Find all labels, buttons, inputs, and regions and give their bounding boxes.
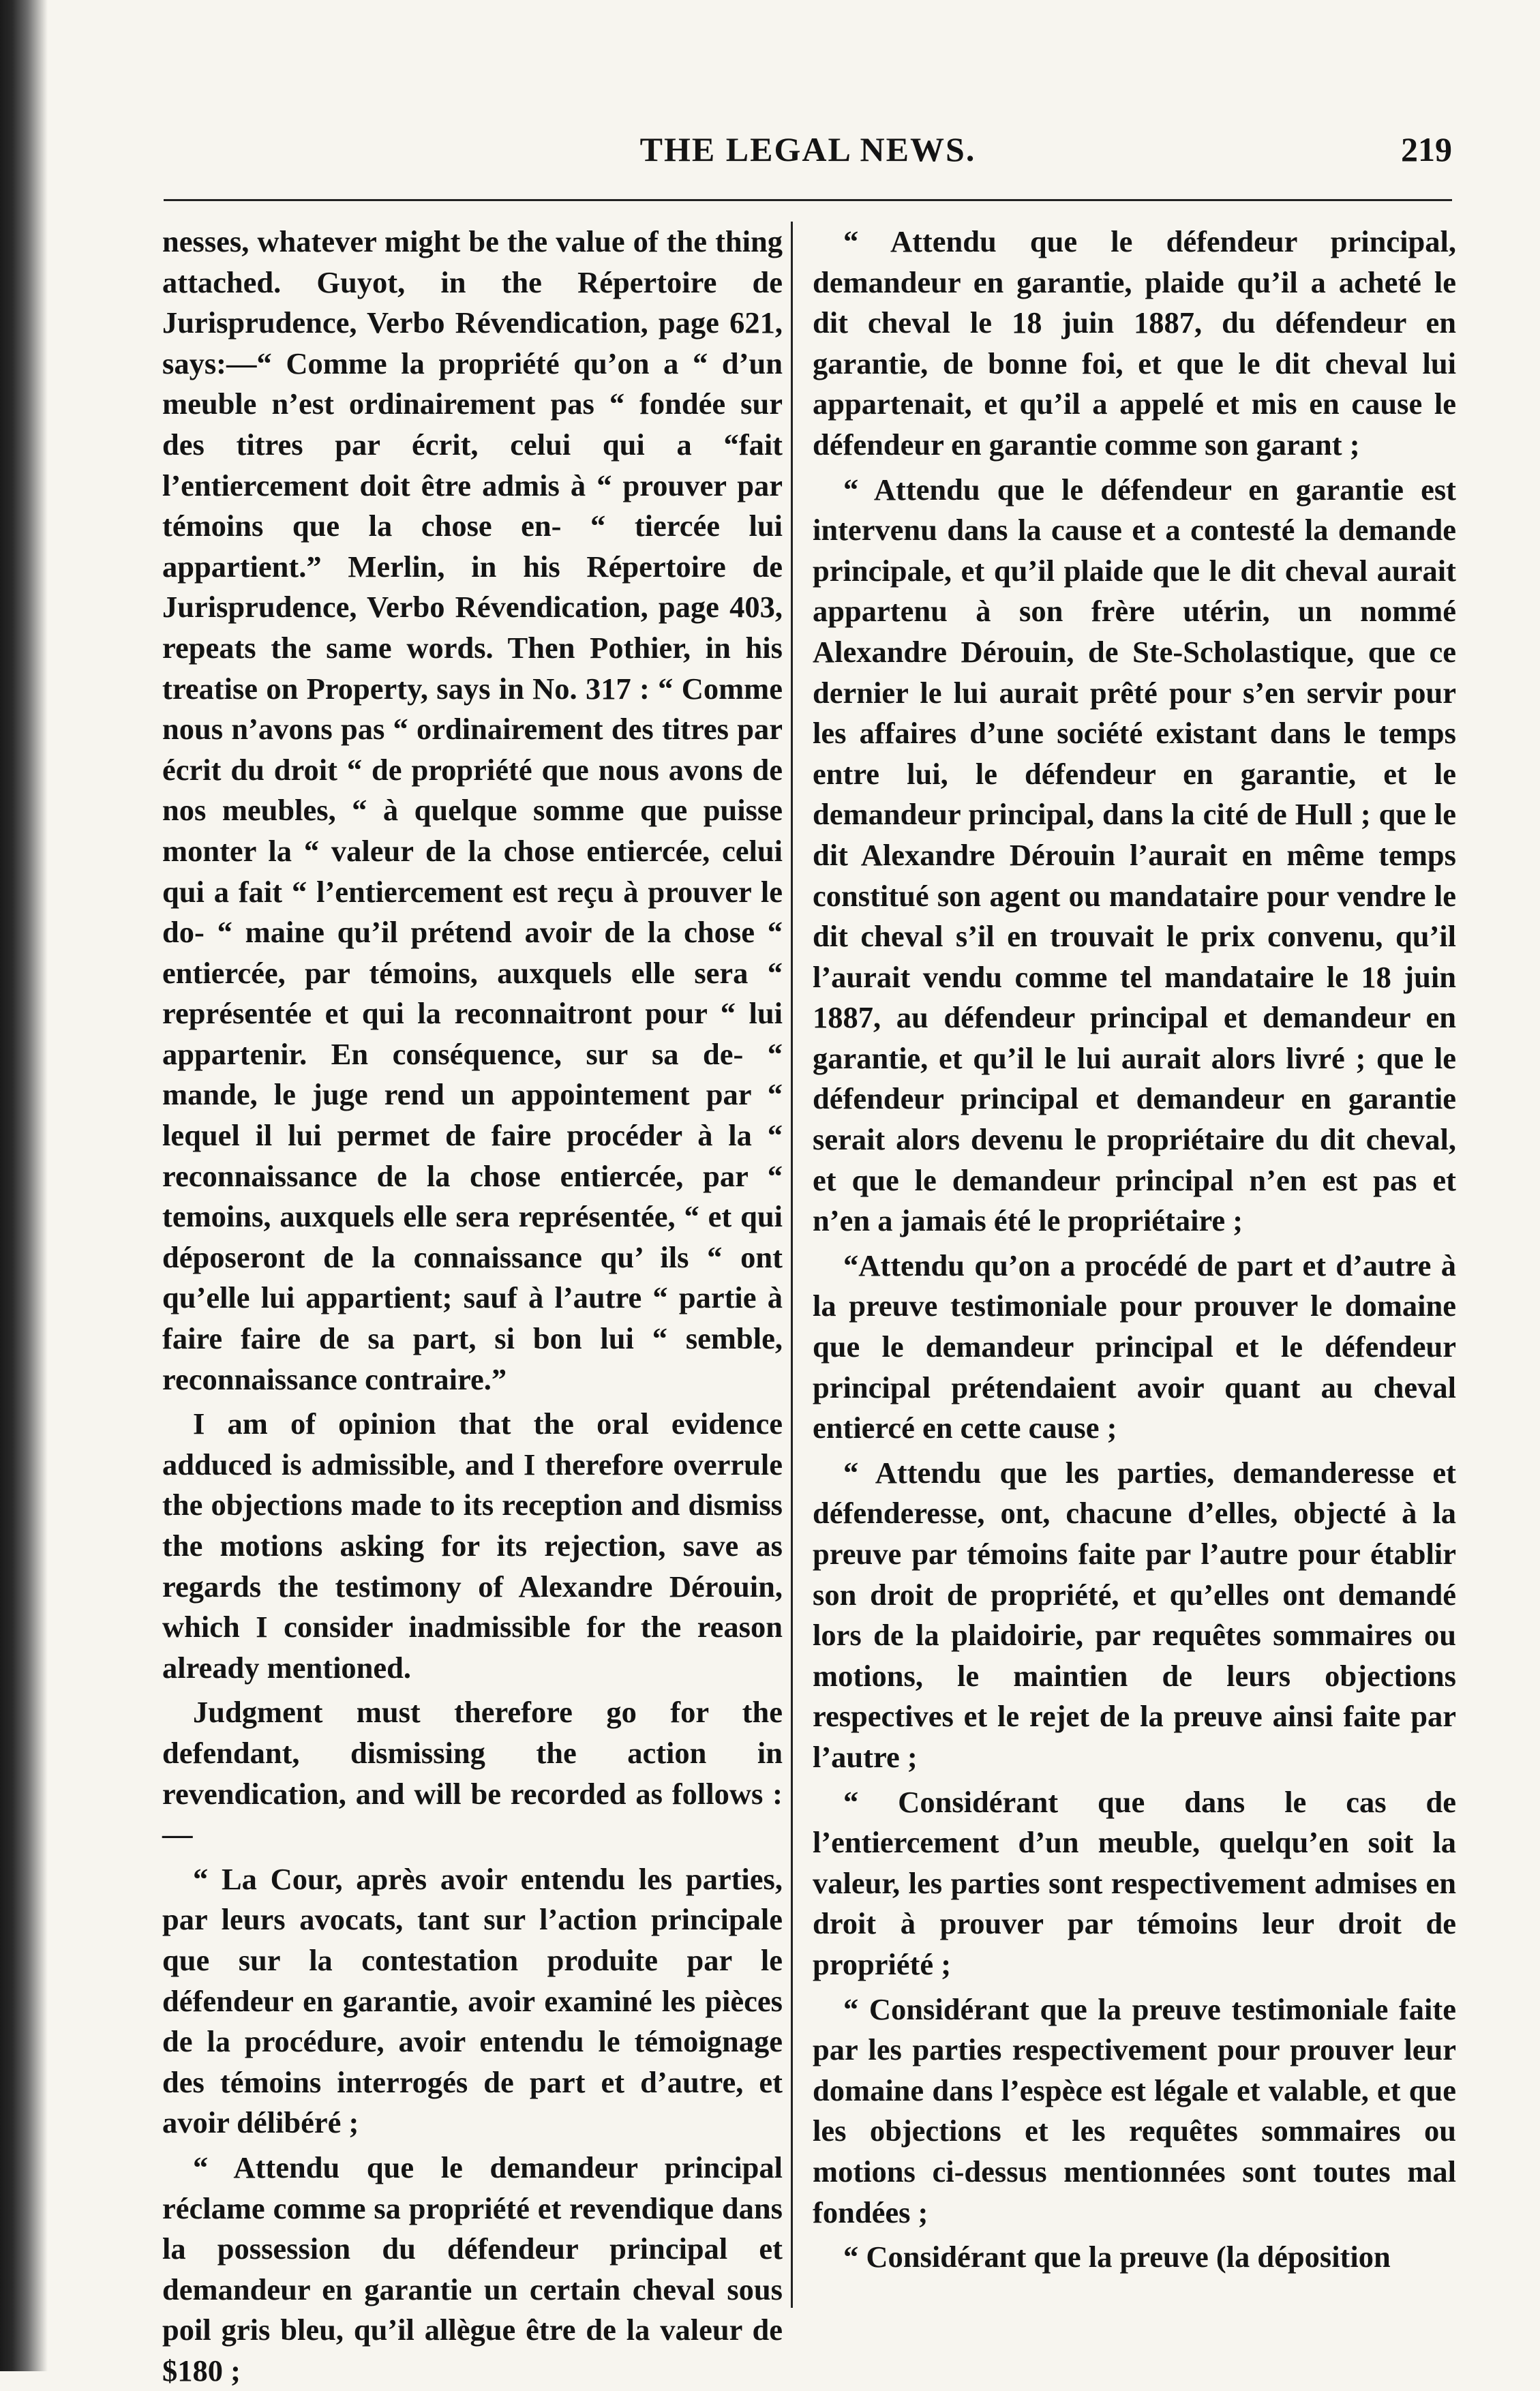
paragraph: Judgment must therefore go for the defendant, dismissing the action in revendication, and will be recorded as follows :— bbox=[162, 1695, 783, 1852]
paragraph: “ Considérant que la preuve (la déposition bbox=[843, 2240, 1391, 2274]
paragraph: “Attendu qu’on a procédé de part et d’autre à la preuve testimoniale pour prouver le domaine que le demandeur principal et le défendeur principal prétendaient avoir quant au cheval entiercé en cette cause ; bbox=[813, 1248, 1456, 1445]
header-rule bbox=[164, 199, 1452, 201]
paragraph: I am of opinion that the oral evidence adduced is admissible, and I therefore overrule the objections made to its reception and dismiss the motions asking for its rejection, save as regards the testimony of Alexandre Dérouin, which I consider inadmissible for the reason already mentioned. bbox=[162, 1407, 783, 1685]
page-number: 219 bbox=[1401, 130, 1452, 168]
column-divider bbox=[791, 222, 793, 2308]
right-column bbox=[813, 222, 1456, 2335]
paragraph: “ Attendu que le défendeur principal, demandeur en garantie, plaide qu’il a acheté le dit cheval le 18 juin 1887, du défendeur en garantie, de bonne foi, et que le dit cheval lui appartenait, et qu’il a appelé et mis en cause le défendeur en garantie comme son garant ; bbox=[813, 224, 1456, 462]
paragraph: “ Attendu que les parties, demanderesse et défenderesse, ont, chacune d’elles, objecté à la preuve par témoins faite par l’autre pour établir son droit de propriété, et qu’elles ont demandé lors de la plaidoirie, par requêtes sommaires ou motions, le maintien de leurs objections respectives et le rejet de la preuve ainsi faite par l’autre ; bbox=[813, 1455, 1456, 1774]
paragraph: nesses, whatever might be the value of the thing attached. Guyot, in the Répertoire de Jurisprudence, Verbo Révendication, page 621, says:—“ Comme la propriété qu’on a “ d’un meuble n’est ordinairement pas “ fondée sur des titres par écrit, celui qui a “fait l’entiercement doit être admis à “ prouver par témoins que la chose en- “ tiercée lui appartient.” Merlin, in his Répertoire de Jurisprudence, Verbo Révendication, page 403, repeats the same words. Then Pothier, in his treatise on Property, says in No. 317 : “ Comme nous n’avons pas “ ordinairement des titres par écrit du droit “ de propriété que nous avons de nos meubles, “ à quelque somme que puisse monter la “ valeur de la chose entiercée, celui qui a fait “ l’entiercement est reçu à prouver le do- “ maine qu’il prétend avoir de la chose “ entiercée, par témoins, auxquels elle sera “ représentée et qui la reconnaitront pour “ lui appartenir. En conséquence, sur sa de- “ mande, le juge rend un appointement par “ lequel il lui permet de faire procéder à la “ reconnaissance de la chose entiercée, par “ temoins, auxquels elle sera représentée, “ et qui déposeront de la connaissance qu’ ils “ ont qu’elle lui appartient; sauf à l’autre “ partie à faire faire de sa part, si bon lui “ semble, reconnaissance contraire.” bbox=[162, 224, 783, 1396]
left-column bbox=[162, 222, 783, 2388]
running-title: THE LEGAL NEWS. bbox=[639, 130, 976, 168]
paragraph: “ Considérant que la preuve testimoniale faite par les parties respectivement pour prouver leur domaine dans l’espèce est légale et valable, et que les objections et les requêtes sommaires ou motions ci-dessus mentionnées sont toutes mal fondées ; bbox=[813, 1991, 1456, 2229]
paragraph: “ Considérant que dans le cas de l’entiercement d’un meuble, quelqu’en soit la valeur, les parties sont respectivement admises en droit à prouver par témoins leur droit de propriété ; bbox=[813, 1784, 1456, 1981]
paragraph: “ Attendu que le défendeur en garantie est intervenu dans la cause et a contesté la demande principale, et qu’il plaide que le dit cheval aurait appartenu à son frère utérin, un nommé Alexandre Dérouin, de Ste-Scholastique, que ce dernier le lui aurait prêté pour s’en servir pour les affaires d’une société existant dans le temps entre lui, le défendeur en garantie, et le demandeur principal, dans la cité de Hull ; que le dit Alexandre Dérouin l’aurait en même temps constitué son agent ou mandataire pour vendre le dit cheval s’il en trouvait le prix convenu, qu’il l’aurait vendu comme tel mandataire le 18 juin 1887, au défendeur principal et demandeur en garantie, et qu’il le lui aurait alors livré ; que le défendeur principal et demandeur en garantie serait alors devenu le propriétaire du dit cheval, et que le demandeur principal n’en est pas et n’en a jamais été le propriétaire ; bbox=[813, 472, 1456, 1238]
page-header bbox=[164, 130, 1452, 191]
book-spine-shadow bbox=[0, 0, 48, 2371]
paragraph: “ La Cour, après avoir entendu les parties, par leurs avocats, tant sur l’action principale que sur la contestation produite par le défendeur en garantie, avoir examiné les pièces de la procédure, avoir entendu le témoignage des témoins interrogés de part et d’autre, et avoir délibéré ; bbox=[162, 1861, 783, 2140]
paragraph: “ Attendu que le demandeur principal réclame comme sa propriété et revendique dans la possession du défendeur principal et demandeur en garantie un certain cheval sous poil gris bleu, qu’il allègue être de la valeur de $180 ; bbox=[162, 2150, 783, 2388]
